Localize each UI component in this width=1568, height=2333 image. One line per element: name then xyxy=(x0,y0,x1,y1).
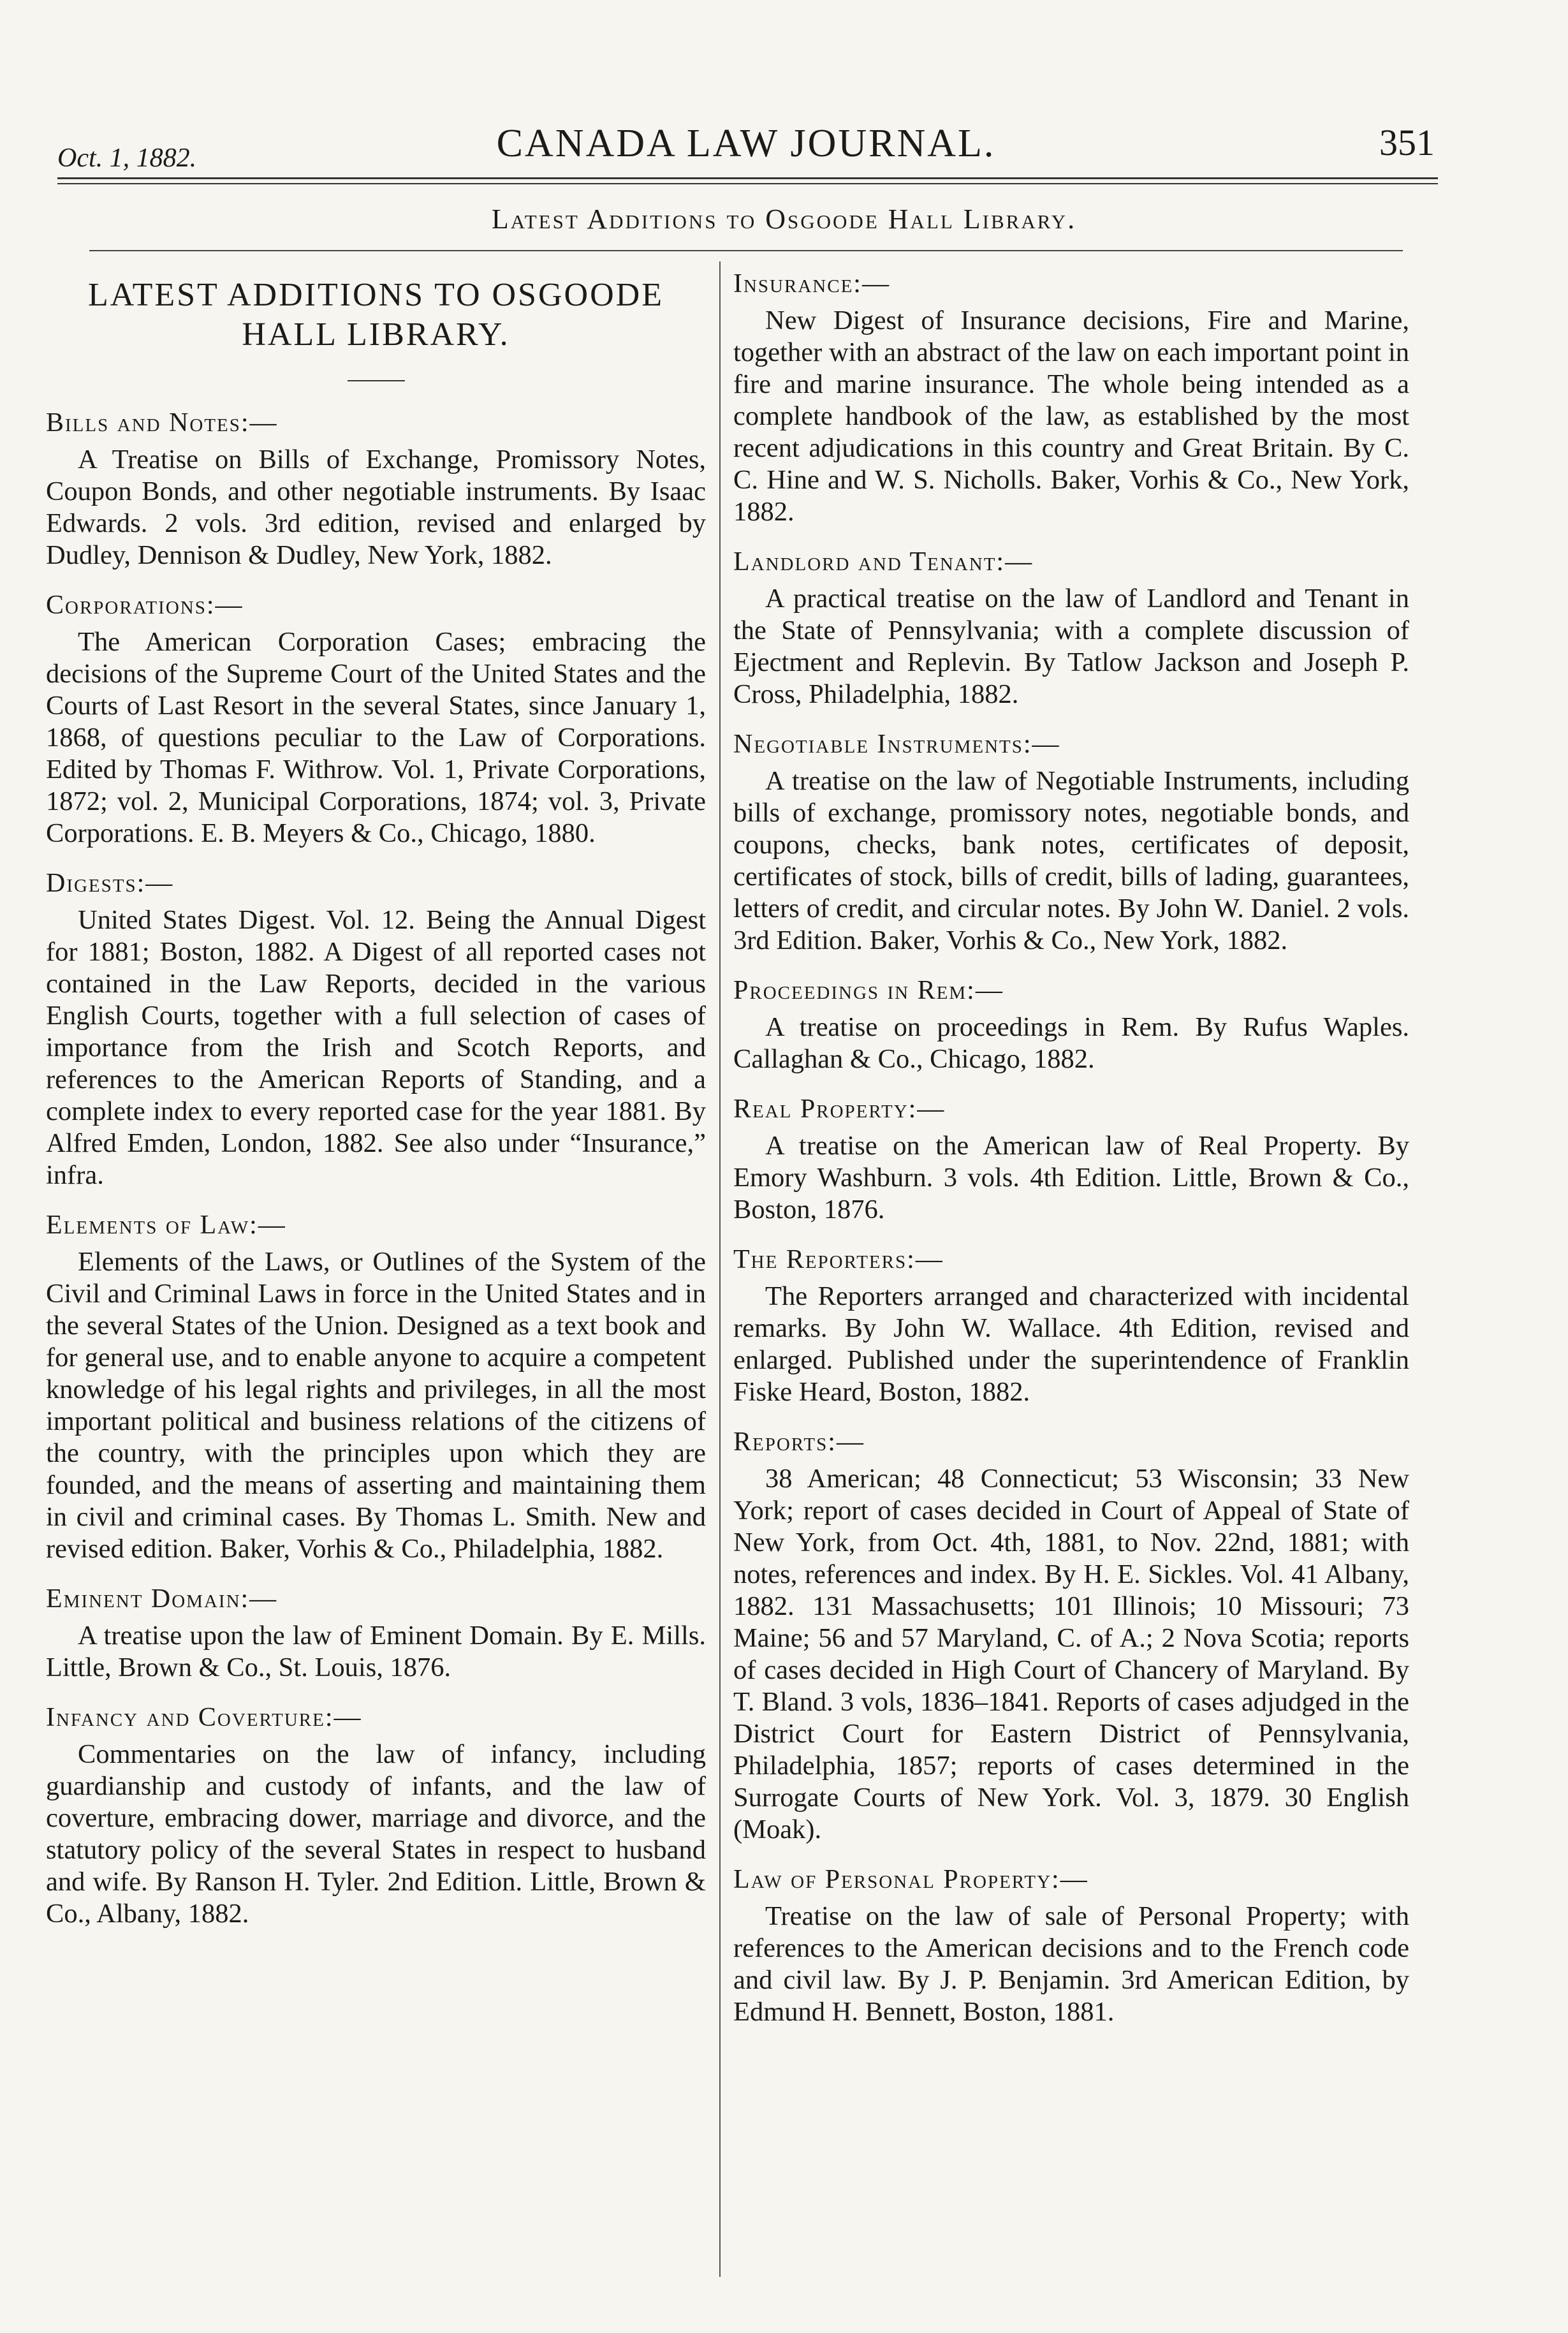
right-sections xyxy=(733,268,1409,2028)
section-entry: A treatise on the law of Negotiable Instruments, including bills of exchange, promissory notes, negotiable bonds, and coupons, checks, bank notes, certificates of deposit, certificates of stock, bills of credit, bills of lading, guarantees, letters of credit, and circular notes. By John W. Daniel. 2 vols. 3rd Edition. Baker, Vorhis & Co., New York, 1882. xyxy=(733,766,1409,955)
section-heading: Infancy and Coverture:— xyxy=(46,1703,362,1732)
section-entry: The Reporters arranged and characterized with incidental remarks. By John W. Wallace. 4th Edition, revised and enlarged. Published under the superintendence of Franklin Fiske Heard, Boston, 1882. xyxy=(733,1281,1409,1407)
issue-date: Oct. 1, 1882. xyxy=(57,144,197,173)
page-header xyxy=(57,121,1435,173)
title-rule xyxy=(348,380,405,381)
section-entry: Treatise on the law of sale of Personal Property; with references to the American decisions and to the French code and civil law. By J. P. Benjamin. 3rd American Edition, by Edmund H. Bennett, Boston, 1881. xyxy=(733,1901,1409,2027)
section-heading: Digests:— xyxy=(46,869,174,898)
header-double-rule xyxy=(57,177,1438,184)
section-heading: Bills and Notes:— xyxy=(46,408,278,438)
section-heading: Corporations:— xyxy=(46,591,244,620)
section-heading: Real Property:— xyxy=(733,1094,946,1124)
section-entry: United States Digest. Vol. 12. Being the Annual Digest for 1881; Boston, 1882. A Digest of all reported cases not contained in the Law Reports, decided in the various English Courts, together with a full selection of cases of importance from the Irish and Scotch Reports, and references to the American Reports of Standing, and a complete index to every reported case for the year 1881. By Alfred Emden, London, 1882. See also under “Insurance,” infra. xyxy=(46,905,706,1190)
section-entry: 38 American; 48 Connecticut; 53 Wisconsin; 33 New York; report of cases decided in Court of Appeal of State of New York, from Oct. 4th, 1881, to Nov. 22nd, 1881; with notes, references and index. By H. E. Sickles. Vol. 41 Albany, 1882. 131 Massachusetts; 101 Illinois; 10 Missouri; 73 Maine; 56 and 57 Maryland, C. of A.; 2 Nova Scotia; reports of cases decided in High Court of Chancery of Maryland. By T. Bland. 3 vols, 1836–1841. Reports of cases adjudged in the District Court for Eastern District of Pennsylvania, Philadelphia, 1857; reports of cases determined in the Surrogate Courts of New York. Vol. 3, 1879. 30 English (Moak). xyxy=(733,1464,1409,1844)
section-entry: A treatise on the American law of Real Property. By Emory Washburn. 3 vols. 4th Edition. Little, Brown & Co., Boston, 1876. xyxy=(733,1131,1409,1225)
section-heading: The Reporters:— xyxy=(733,1245,944,1274)
section-heading: Proceedings in Rem:— xyxy=(733,976,1004,1005)
section-heading: Landlord and Tenant:— xyxy=(733,547,1034,577)
column-divider xyxy=(719,261,721,2277)
section-heading: Negotiable Instruments:— xyxy=(733,730,1060,759)
section-entry: New Digest of Insurance decisions, Fire and Marine, together with an abstract of the law on each important point in fire and marine insurance. The whole being intended as a complete handbook of the law, as established by the most recent adjudications in this country and Great Britain. By C. C. Hine and W. S. Nicholls. Baker, Vorhis & Co., New York, 1882. xyxy=(733,305,1409,527)
section-entry: Elements of the Laws, or Outlines of the System of the Civil and Criminal Laws in force in the United States and in the several States of the Union. Designed as a text book and for general use, and to enable anyone to acquire a competent knowledge of his legal rights and privileges, in all the most important political and business relations of the citizens of the country, with the principles upon which they are founded, and the means of asserting and maintaining them in civil and criminal cases. By Thomas L. Smith. New and revised edition. Baker, Vorhis & Co., Philadelphia, 1882. xyxy=(46,1247,706,1564)
section-entry: The American Corporation Cases; embracing the decisions of the Supreme Court of the United States and the Courts of Last Resort in the several States, since January 1, 1868, of questions peculiar to the Law of Corporations. Edited by Thomas F. Withrow. Vol. 1, Private Corporations, 1872; vol. 2, Municipal Corporations, 1874; vol. 3, Private Corporations. E. B. Meyers & Co., Chicago, 1880. xyxy=(46,627,706,848)
section-entry: Commentaries on the law of infancy, including guardianship and custody of infants, and the law of coverture, embracing dower, marriage and divorce, and the statutory policy of the several States in respect to husband and wife. By Ranson H. Tyler. 2nd Edition. Little, Brown & Co., Albany, 1882. xyxy=(46,1739,706,1929)
left-sections xyxy=(46,407,706,1930)
section-heading: Insurance:— xyxy=(733,269,890,298)
section-heading: Law of Personal Property:— xyxy=(733,1865,1088,1894)
section-entry: A practical treatise on the law of Landlord and Tenant in the State of Pennsylvania; with a complete discussion of Ejectment and Replevin. By Tatlow Jackson and Joseph P. Cross, Philadelphia, 1882. xyxy=(733,584,1409,709)
section-entry: A treatise upon the law of Eminent Domain. By E. Mills. Little, Brown & Co., St. Louis, 1876. xyxy=(46,1621,706,1682)
running-title: Latest Additions to Osgoode Hall Library. xyxy=(491,203,1077,235)
subhead-rule xyxy=(89,250,1403,251)
page-number: 351 xyxy=(1379,122,1435,163)
section-heading: Elements of Law:— xyxy=(46,1211,286,1240)
section-heading: Eminent Domain:— xyxy=(46,1584,278,1614)
section-entry: A Treatise on Bills of Exchange, Promissory Notes, Coupon Bonds, and other negotiable instruments. By Isaac Edwards. 2 vols. 3rd edition, revised and enlarged by Dudley, Dennison & Dudley, New York, 1882. xyxy=(46,445,706,570)
left-column xyxy=(46,268,706,1930)
section-heading: Reports:— xyxy=(733,1427,865,1457)
article-title: LATEST ADDITIONS TO OSGOODE HALL LIBRARY. xyxy=(88,277,664,353)
journal-title: CANADA LAW JOURNAL. xyxy=(496,122,996,165)
right-column xyxy=(733,268,1409,2028)
section-entry: A treatise on proceedings in Rem. By Rufus Waples. Callaghan & Co., Chicago, 1882. xyxy=(733,1012,1409,1074)
